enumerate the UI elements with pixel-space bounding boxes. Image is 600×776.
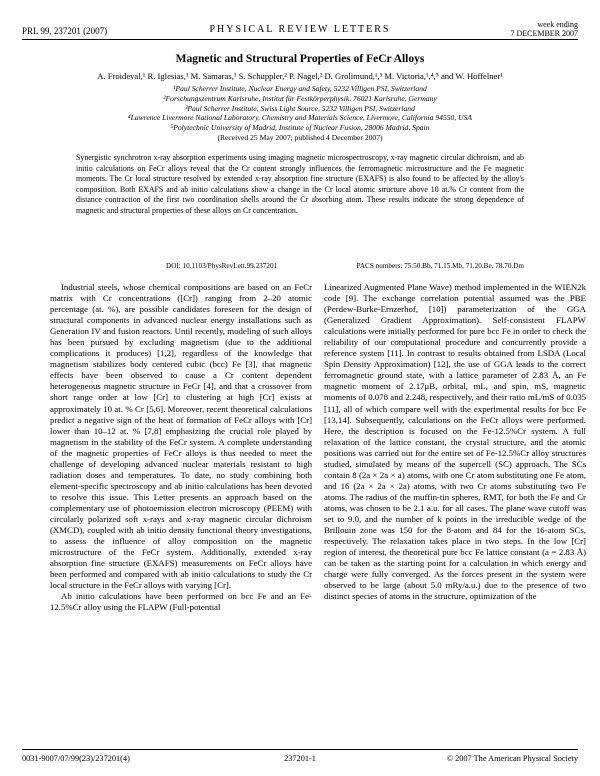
page-footer: [22, 754, 578, 766]
affiliation-3: ³Paul Scherrer Institute, Swiss Light Source, 5232 Villigen PSI, Switzerland: [185, 103, 415, 113]
paper-title: Magnetic and Structural Properties of FeCr Alloys: [175, 53, 425, 65]
page-number: 237201-1: [284, 754, 316, 763]
doi-link[interactable]: DOI: 10.1103/PhysRevLett.99.237201: [166, 262, 278, 270]
issue-date-value: 7 DECEMBER 2007: [510, 29, 578, 38]
affiliations: [30, 84, 570, 143]
header-rule: [22, 39, 578, 40]
body-column-left: [50, 282, 312, 613]
copyright: © 2007 The American Physical Society: [446, 754, 578, 763]
journal-name: PHYSICAL REVIEW LETTERS: [209, 24, 391, 35]
pacs-numbers: PACS numbers: 75.50.Bb, 71.15.Mb, 71.20.Be, 78.70.Dm: [356, 262, 524, 270]
body-paragraph: Industrial steels, whose chemical compositions are based on an FeCr matrix with Cr concentrations ([Cr]) ranging from 2–20 atomic percentage (at. %), are possible candidates foreseen for the design of structural components in advanced nuclear energy installations such as Generation IV and fusion reactors. Until recently, modeling of such alloys has been pursued by excluding magnetism (due to the additional complications it produces) [1,2], regardless of the knowledge that magnetism stabilizes body centered cubic (bcc) Fe [3], that magnetic effects have been observed to cause a Cr content dependent heterogeneous magnetic structure in FeCr [4], and that a crossover from short range order at low [Cr] to clustering at high [Cr] exists at approximately 10 at. % Cr [5,6]. Moreover, recent theoretical calculations predict a negative sign of the heat of formation of FeCr alloys with [Cr] lower than 10–12 at. % [7,8] emphasizing the crucial role played by magnetism in the stability of the FeCr system. A complete understanding of the magnetic properties of FeCr alloys is thus needed to meet the challenge of developing advanced nuclear materials resistant to high radiation doses and temperatures. To date, no study combining both element-specific spectroscopy and ab initio calculations has been devoted to resolve this issue. This Letter presents an approach based on the complementary use of photoemission electron microscopy (PEEM) with circularly polarized soft x-rays and x-ray magnetic circular dichroism (XMCD), coupled with ab initio density functional theory investigations, to assess the influence of alloy composition on the magnetic microstructure of the FeCr system. Additionally, extended x-ray absorption fine structure (EXAFS) measurements on FeCr alloys have been performed and compared with ab initio calculations to study the Cr local structure in the FeCr alloys with varying [Cr].: [50, 282, 312, 591]
issue-date: [510, 20, 578, 38]
article-code: 0031-9007/07/99(23)/237201(4): [22, 754, 130, 763]
issue-date-label: week ending: [537, 20, 578, 29]
received-dates: (Received 25 May 2007; published 4 December 2007): [217, 132, 383, 142]
affiliation-5: ⁵Polytechnic University of Madrid, Institute of Nuclear Fusion, 28006 Madrid, Spain: [170, 123, 430, 133]
abstract: Synergistic synchrotron x-ray absorption experiments using imaging magnetic microspectroscopy, x-ray magnetic circular dichroism, and ab initio calculations on FeCr alloys reveal that the Cr content strongly influences the ferromagnetic microstructure and the Fe magnetic moments. The Cr local structure resolved by extended x-ray absorption fine structure (EXAFS) is also found to be affected by the alloy's composition. Both EXAFS and ab initio calculations show a change in the Cr local atomic structure above 10 at.% Cr content from the distance contraction of the first two coordination shells around the Cr absorbing atom. These results indicate the strong dependence of magnetic and structural properties of these alloys on Cr concentration.: [76, 153, 524, 215]
affiliation-4: ⁴Lawrence Livermore National Laboratory, Chemistry and Materials Science, Livermore, California 94550, USA: [127, 113, 473, 123]
body-column-right: [324, 282, 586, 602]
author-list: A. Froideval,¹ R. Iglesias,¹ M. Samaras,¹ S. Schuppler,² P. Nagel,² D. Grolimund,¹,³ M. Victoria,¹,⁴,⁵ and W. Hoffelner¹: [97, 71, 503, 81]
journal-citation: PRL 99, 237201 (2007): [22, 26, 108, 36]
body-paragraph: Linearized Augmented Plane Wave) method implemented in the WIEN2k code [9]. The exchange correlation potential assumed was the PBE (Perdew-Burke-Ernzerhof, [10]) parameterization of the GGA (Generalized Gradient Approximation). Self-consistent FLAPW calculations were initially performed for pure bcc Fe in order to check the reliability of our computational procedure and concurrently provide a reference system [11]. In contrast to results obtained from LSDA (Local Spin Density Approximation) [12], the use of GGA leads to the correct ferromagnetic ground state, with a lattice parameter of 2.83 Å, an Fe magnetic moment of 2.17μB, orbital, mL, and spin, mS, magnetic moments of 0.078 and 2.248, respectively, and their ratio mL/mS of 0.035 [11], all of which compare well with the experimental results for bcc Fe [13,14]. Subsequently, calculations on the FeCr alloys were performed. Here, the description is focused on the Fe-12.5%Cr system. A full relaxation of the lattice constant, the crystal structure, and the atomic positions was carried out for the entire set of Fe-12.5%Cr alloy structures studied, simulated by means of the supercell (SC) approach. The SCs contain 8 (2a × 2a × a) atoms, with one Cr atom substituting one Fe atom, and 16 (2a × 2a × 2a) atoms, with two Cr atoms substituting two Fe atoms. The radius of the muffin-tin spheres, RMT, for both the Fe and Cr atoms, was chosen to be 2.1 a.u. for all cases. The plane wave cutoff was set to 9.0, and the number of k points in the irreducible wedge of the Brillouin zone was 150 for the 8-atom and 84 for the 16-atom SCs, respectively. The relaxation takes place in two steps. In the low [Cr] region of interest, the theoretical pure bcc Fe lattice constant (a = 2.83 Å) can be taken as the starting point for a calculation in which energy and charge were fully converged. As the forces present in the system were observed to be large (about 5.0 mRy/a.u.) due to the presence of two distinct species of atoms in the structure, optimization of the: [324, 282, 586, 602]
footer-rule: [22, 749, 578, 750]
affiliation-2: ²Forschungszentrum Karlsruhe, Institut für Festkörperphysik, 76021 Karlsruhe, Germany: [163, 93, 437, 103]
affiliation-1: ¹Paul Scherrer Institute, Nuclear Energy and Safety, 5232 Villigen PSI, Switzerland: [173, 84, 427, 93]
body-paragraph: Ab initio calculations have been performed on bcc Fe and an Fe-12.5%Cr alloy using the FLAPW (Full-potential: [50, 591, 312, 613]
running-head: [22, 20, 578, 38]
doi-pacs-line: [76, 262, 524, 272]
